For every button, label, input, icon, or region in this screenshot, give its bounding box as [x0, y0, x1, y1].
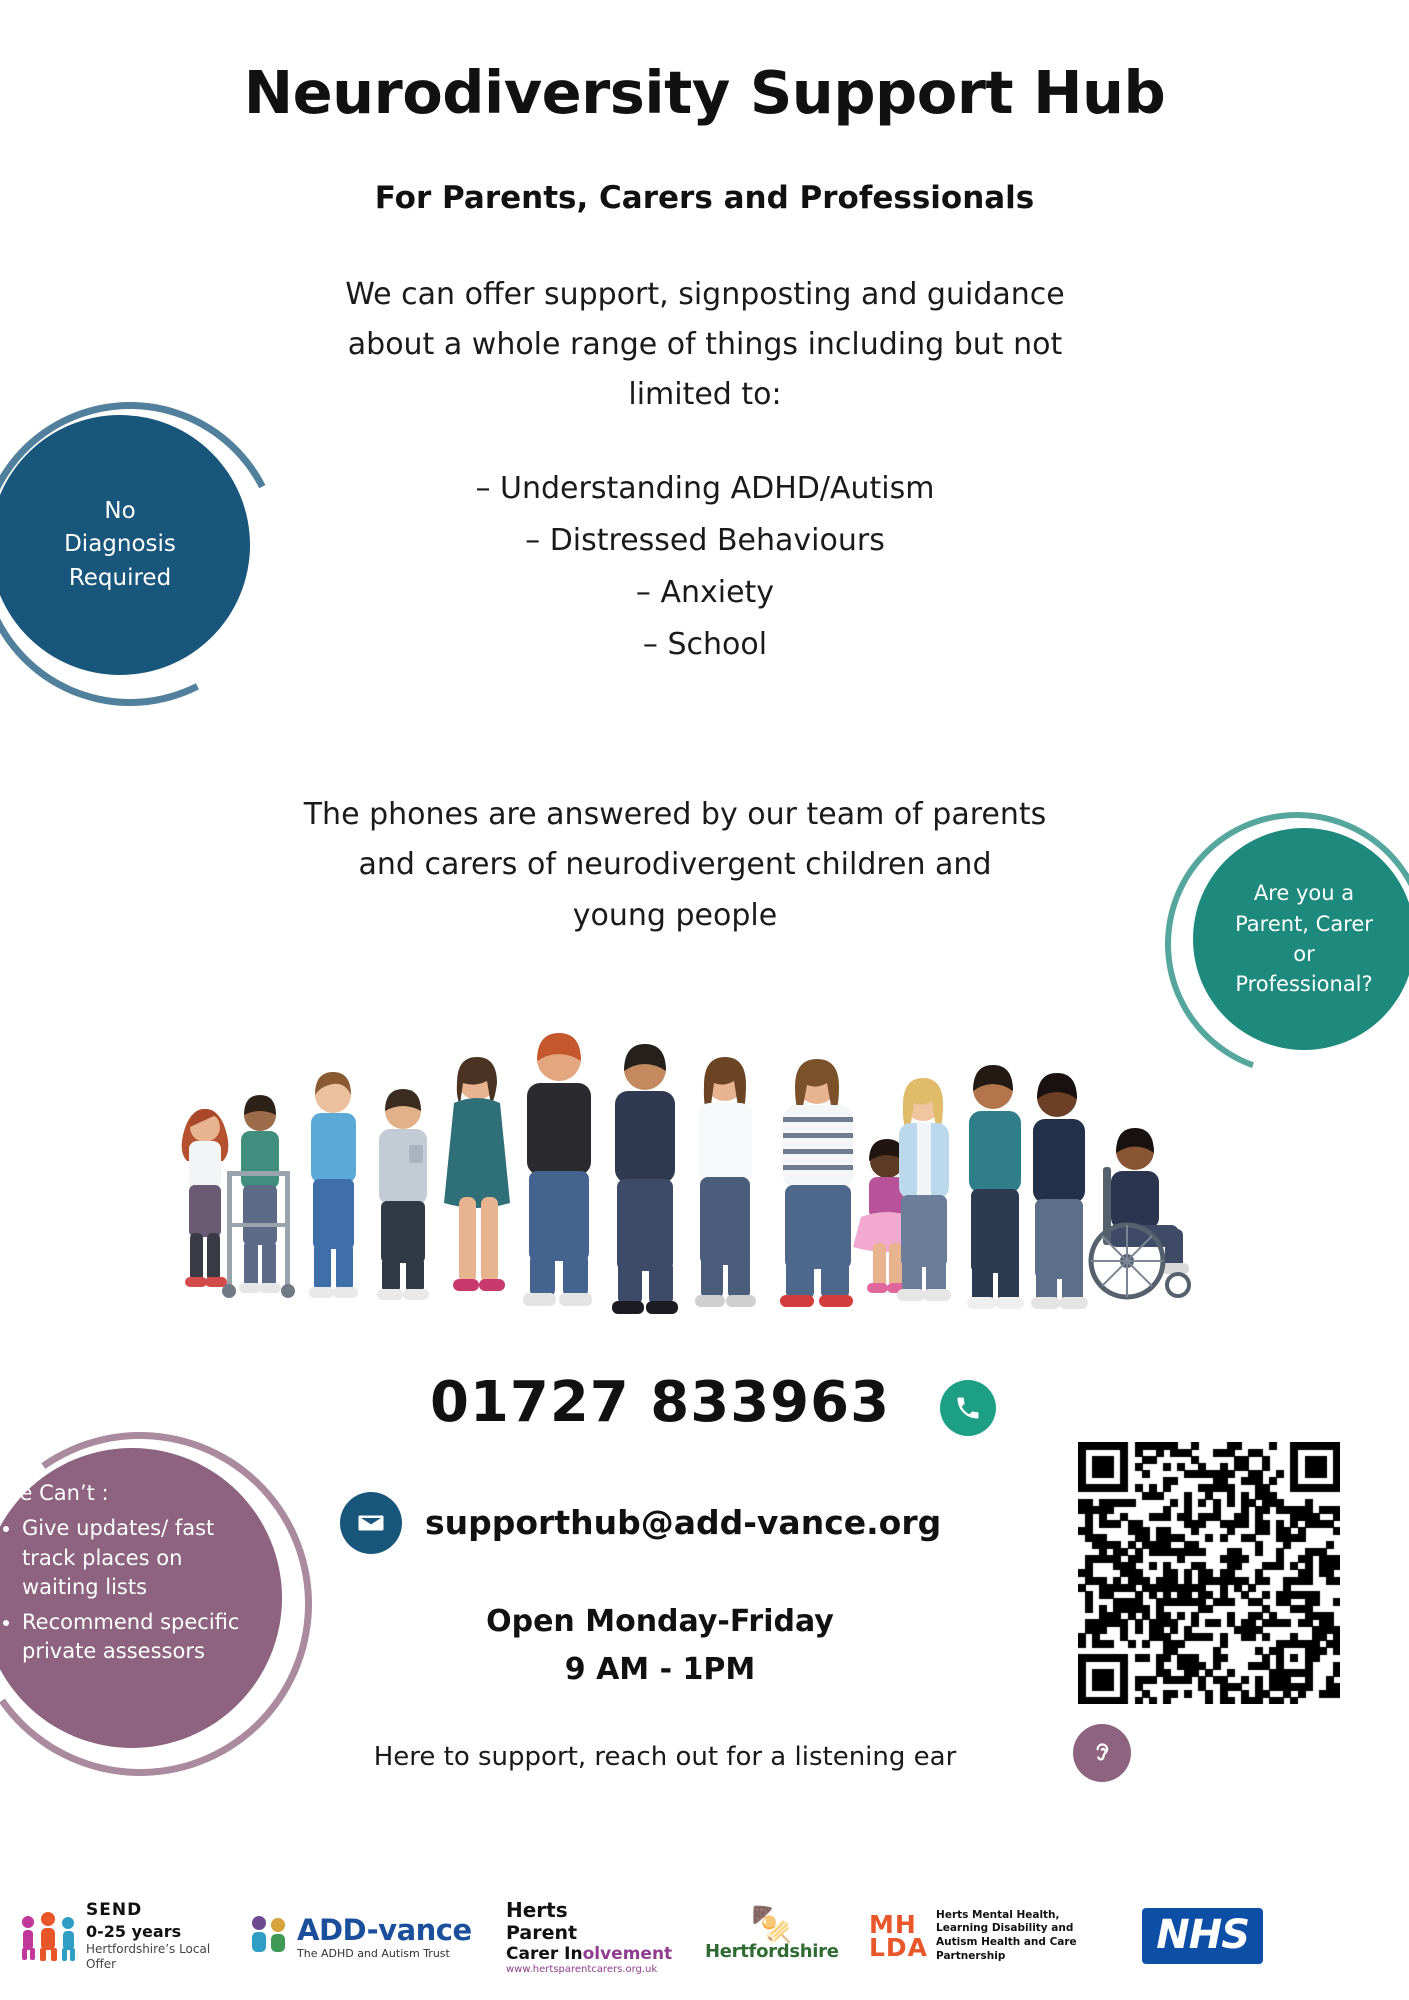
envelope-glyph: [356, 1508, 386, 1538]
mhlda-letters-bottom: LDA: [869, 1933, 929, 1962]
parent-carer-line-4: Professional?: [1235, 972, 1373, 997]
stag-icon: 🍢: [750, 1905, 793, 1946]
ear-glyph: [1087, 1738, 1117, 1768]
phones-answered-paragraph: [150, 790, 1200, 941]
topic-item-2: – Anxiety: [635, 574, 775, 610]
hertfordshire-name: Hertfordshire: [705, 1940, 839, 1962]
tagline: Here to support, reach out for a listening ear: [373, 1742, 957, 1772]
logo-nhs: [1113, 1890, 1263, 1982]
topic-item-0: – Understanding ADHD/Autism: [475, 471, 935, 506]
mhlda-description: Herts Mental Health, Learning Disability and Autism Health and Care Partnership: [936, 1908, 1077, 1962]
add-vance-name: ADD-vance: [297, 1912, 472, 1947]
phone-icon: [940, 1380, 996, 1436]
topic-item-1: – Distressed Behaviours: [525, 522, 885, 558]
envelope-icon: [340, 1492, 402, 1554]
intro-line-1: We can offer support, signposting and guidance: [345, 277, 1065, 312]
topic-item-3: – School: [642, 626, 768, 662]
logo-mhlda: [869, 1890, 1099, 1982]
hpci-line-2: Parent: [506, 1921, 578, 1944]
ear-icon: [1073, 1724, 1131, 1782]
nhs-name: NHS: [1142, 1908, 1263, 1964]
intro-line-2: about a whole range of things including but not: [347, 327, 1063, 363]
logo-add-vance: [247, 1890, 492, 1982]
logo-herts-parent-carer-involvement: [506, 1890, 691, 1982]
qr-code[interactable]: [1078, 1442, 1340, 1704]
footer-logos: [0, 1872, 1409, 2000]
add-vance-strapline: The ADHD and Autism Trust: [297, 1946, 450, 1960]
hpci-line-3a: Carer In: [506, 1943, 583, 1964]
we-cant-heading: We Can’t :: [0, 1481, 109, 1505]
no-diagnosis-line-2: Diagnosis: [64, 531, 176, 558]
page-subtitle: For Parents, Carers and Professionals: [374, 180, 1035, 216]
topic-list: [150, 463, 1260, 671]
add-vance-mark-icon: [247, 1912, 291, 1960]
hours-line-2: 9 AM - 1PM: [564, 1652, 756, 1687]
hertfordshire-block: [705, 1905, 839, 1962]
phones-line-2: and carers of neurodivergent children and: [358, 847, 992, 883]
mhlda-letters: [869, 1910, 929, 1962]
parent-carer-line-3: or: [1293, 942, 1315, 966]
logo-hertfordshire: [705, 1890, 855, 1982]
no-diagnosis-line-3: Required: [68, 564, 172, 591]
add-vance-figures-glyph: [247, 1912, 291, 1960]
phones-line-1: The phones are answered by our team of parents: [303, 797, 1047, 832]
intro-paragraph: [150, 270, 1260, 420]
email-address[interactable]: supporthub@add-vance.org: [425, 1503, 942, 1542]
page-title: Neurodiversity Support Hub: [243, 58, 1166, 127]
intro-line-3: limited to:: [628, 377, 782, 413]
we-cant-item-0: • Give updates/ fast track places on waiting lists: [22, 1514, 260, 1602]
logo-send-local-offer: [18, 1890, 233, 1982]
add-vance-text-block: [297, 1913, 472, 1960]
phone-number[interactable]: 01727 833963: [429, 1370, 891, 1435]
parent-carer-badge: [1193, 828, 1409, 1050]
hpci-line-1: Herts: [506, 1897, 568, 1922]
send-text-block: [86, 1900, 233, 1971]
we-cant-list: [0, 1514, 260, 1666]
mhlda-letters-top: MH: [869, 1910, 917, 1939]
hpci-line-3: [506, 1944, 672, 1964]
hpci-url[interactable]: www.hertsparentcarers.org.uk: [506, 1963, 658, 1975]
diverse-people-group-icon: [165, 985, 1195, 1320]
send-line-2: 0-25 years: [86, 1921, 182, 1941]
we-cant-item-1: • Recommend specific private assessors: [22, 1608, 260, 1667]
opening-hours: [330, 1598, 990, 1694]
send-figures-icon: [18, 1910, 80, 1962]
hpci-line-3b: olvement: [582, 1943, 673, 1964]
people-illustration: [165, 985, 1195, 1320]
hpci-text-block: [506, 1898, 672, 1975]
send-line-3: Hertfordshire’s Local Offer: [86, 1941, 211, 1971]
no-diagnosis-line-1: No: [104, 497, 136, 524]
parent-carer-line-2: Parent, Carer: [1235, 911, 1373, 936]
send-line-1: SEND: [86, 1900, 143, 1921]
send-people-glyph: [18, 1910, 80, 1962]
parent-carer-line-1: Are you a: [1253, 881, 1355, 906]
hours-line-1: Open Monday-Friday: [486, 1604, 834, 1639]
no-diagnosis-badge: [0, 415, 250, 675]
phones-line-3: young people: [572, 897, 778, 933]
phone-handset-glyph: [954, 1394, 982, 1422]
